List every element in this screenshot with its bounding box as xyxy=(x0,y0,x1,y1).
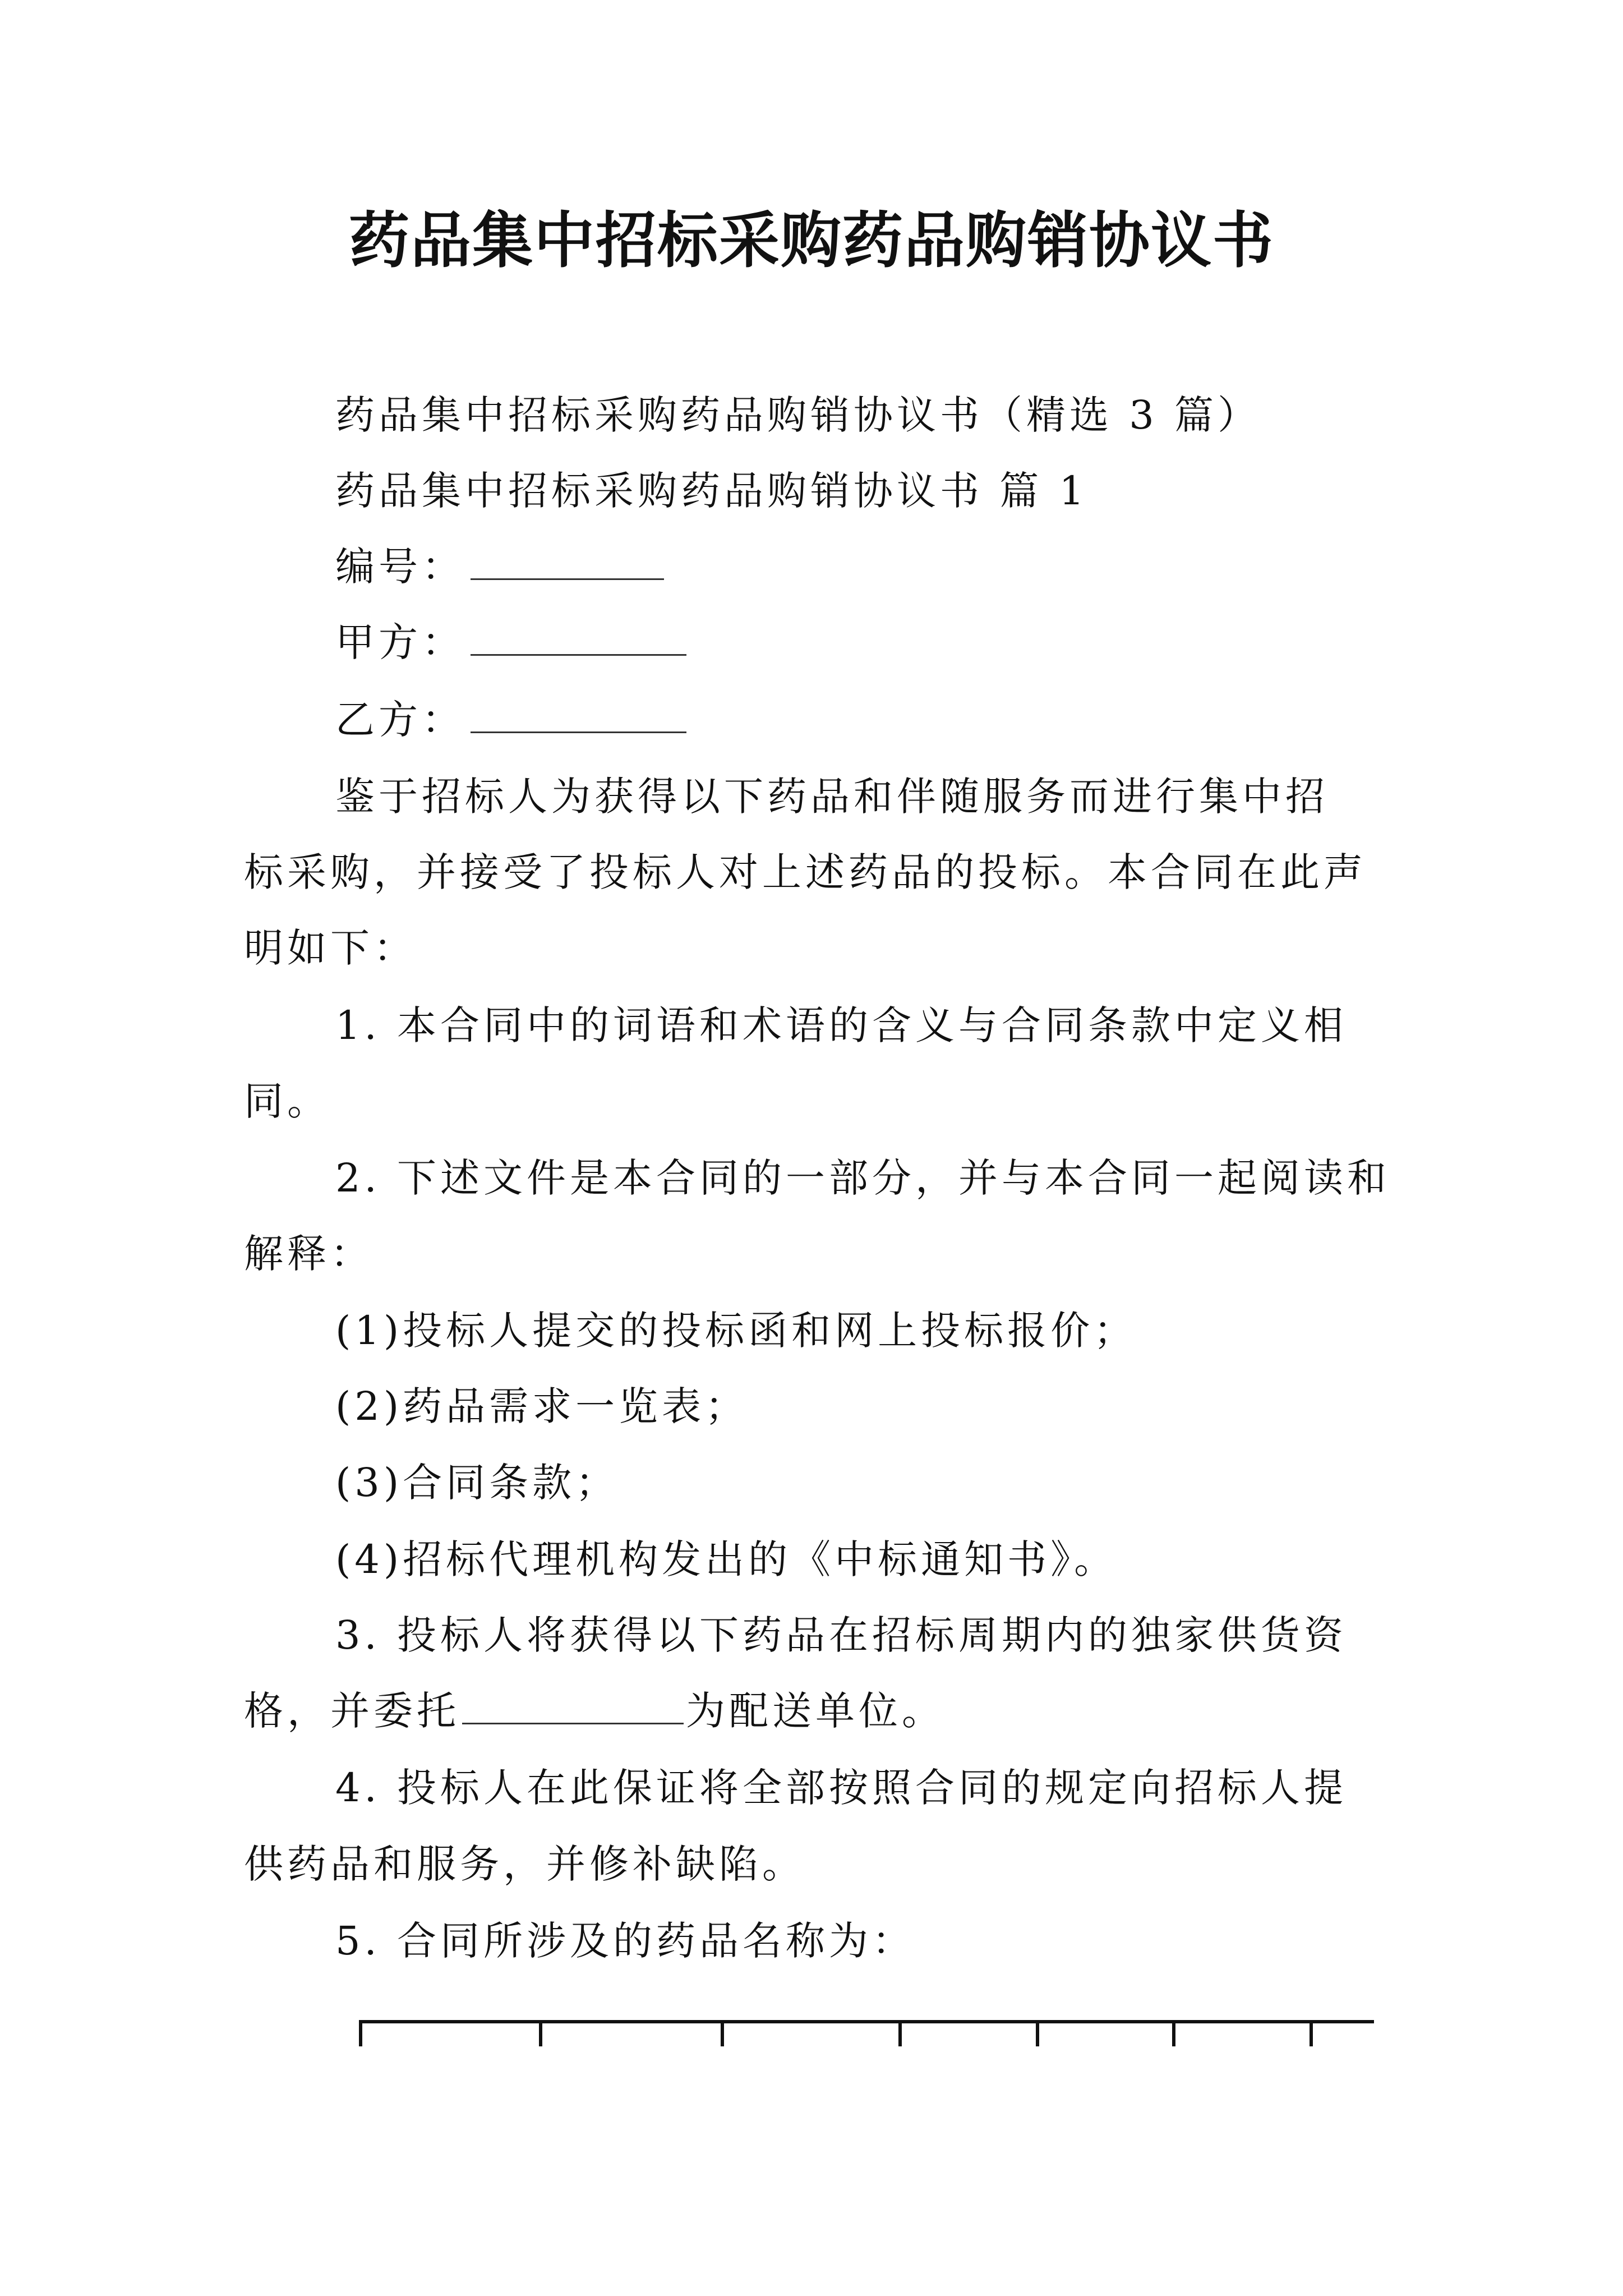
clause-3-text-before: 格，并委托 xyxy=(244,1688,460,1734)
clause-3-line-1: 3. 投标人将获得以下药品在招标周期内的独家供货资 xyxy=(335,1612,1348,1658)
clause-3-line-2 xyxy=(244,1683,945,1739)
document-subtitle: 药品集中招标采购药品购销协议书（精选 3 篇） xyxy=(335,392,1261,438)
party-b-label: 乙方： xyxy=(335,697,465,743)
party-b-blank xyxy=(471,699,686,733)
number-label: 编号： xyxy=(335,544,465,590)
intro-line-2: 标采购，并接受了投标人对上述药品的投标。本合同在此声 xyxy=(244,849,1367,895)
clause-2-line-1: 2. 下述文件是本合同的一部分，并与本合同一起阅读和 xyxy=(335,1155,1391,1201)
section-heading: 药品集中招标采购药品购销协议书 篇 1 xyxy=(335,468,1089,514)
clause-4-line-1: 4. 投标人在此保证将全部按照合同的规定向招标人提 xyxy=(335,1765,1348,1811)
intro-line-3: 明如下： xyxy=(244,925,417,971)
document-list-item-3: (3)合同条款； xyxy=(335,1460,619,1506)
document-list-item-4: (4)招标代理机构发出的《中标通知书》。 xyxy=(335,1536,1118,1582)
clause-3-text-after: 为配送单位。 xyxy=(686,1688,945,1734)
document-list-item-2: (2)药品需求一览表； xyxy=(335,1383,749,1429)
party-a-label: 甲方： xyxy=(335,619,465,665)
clause-1-line-2: 同。 xyxy=(244,1078,330,1124)
party-a-blank xyxy=(471,622,686,656)
document-list-item-1: (1)投标人提交的投标函和网上投标报价； xyxy=(335,1308,1137,1354)
delivery-unit-blank xyxy=(462,1690,684,1724)
clause-5: 5. 合同所涉及的药品名称为： xyxy=(335,1918,916,1964)
clause-1-line-1: 1. 本合同中的词语和术语的含义与合同条款中定义相 xyxy=(335,1002,1348,1048)
intro-line-1: 鉴于招标人为获得以下药品和伴随服务而进行集中招 xyxy=(335,774,1329,820)
number-blank xyxy=(471,546,664,580)
clause-2-line-2: 解释： xyxy=(244,1231,374,1277)
number-field xyxy=(335,539,664,595)
party-b-field xyxy=(335,692,686,748)
document-title: 药品集中招标采购药品购销协议书 xyxy=(348,206,1274,276)
party-a-field xyxy=(335,614,686,670)
clause-4-line-2: 供药品和服务，并修补缺陷。 xyxy=(244,1841,805,1887)
